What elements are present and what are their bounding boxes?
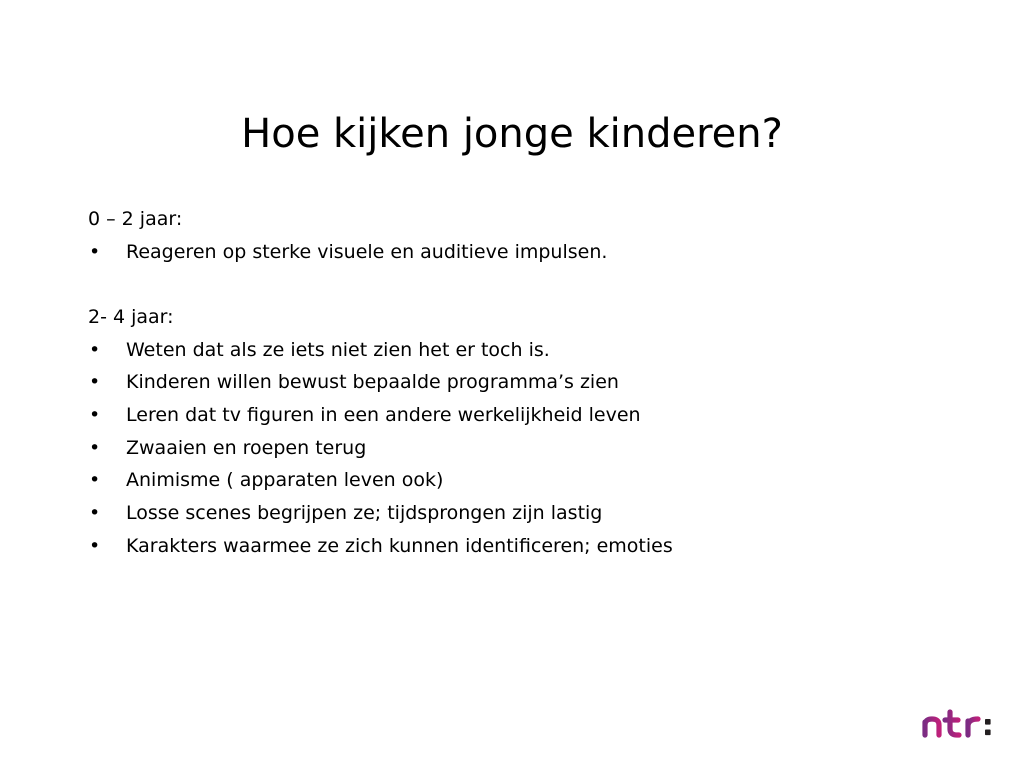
- bullet-icon: •: [89, 436, 101, 459]
- bullet-text: Leren dat tv figuren in een andere werkelijkheid leven: [126, 404, 641, 427]
- bullet-item: [88, 366, 988, 399]
- slide-title: Hoe kijken jonge kinderen?: [241, 111, 783, 157]
- bullet-text: Karakters waarmee ze zich kunnen identificeren; emoties: [126, 534, 673, 557]
- ntr-logo: [920, 708, 1010, 744]
- bullet-text: Kinderen willen bewust bepaalde programma’s zien: [126, 371, 619, 394]
- bullet-item: [88, 530, 988, 563]
- bullet-icon: •: [89, 502, 101, 525]
- bullet-text: Weten dat als ze iets niet zien het er toch is.: [126, 338, 550, 361]
- bullet-icon: •: [89, 371, 101, 394]
- bullet-list: [88, 334, 988, 563]
- bullet-text: Animisme ( apparaten leven ook): [126, 469, 444, 492]
- bullet-item: [88, 464, 988, 497]
- logo-colon: [985, 719, 991, 735]
- section-age-0-2: [88, 203, 988, 268]
- bullet-item: [88, 236, 988, 269]
- bullet-icon: •: [89, 534, 101, 557]
- bullet-icon: •: [89, 469, 101, 492]
- bullet-item: [88, 334, 988, 367]
- bullet-icon: •: [89, 338, 101, 361]
- bullet-icon: •: [89, 404, 101, 427]
- bullet-text: Zwaaien en roepen terug: [126, 436, 367, 459]
- bullet-icon: •: [89, 240, 101, 263]
- section-age-2-4: [88, 301, 988, 563]
- section-heading: 2- 4 jaar:: [88, 306, 174, 328]
- bullet-text: Losse scenes begrijpen ze; tijdsprongen zijn lastig: [126, 502, 603, 525]
- bullet-text: Reageren op sterke visuele en auditieve impulsen.: [126, 240, 608, 263]
- bullet-item: [88, 497, 988, 530]
- bullet-list: [88, 236, 988, 269]
- bullet-item: [88, 399, 988, 432]
- bullet-item: [88, 432, 988, 465]
- section-heading: 0 – 2 jaar:: [88, 208, 183, 230]
